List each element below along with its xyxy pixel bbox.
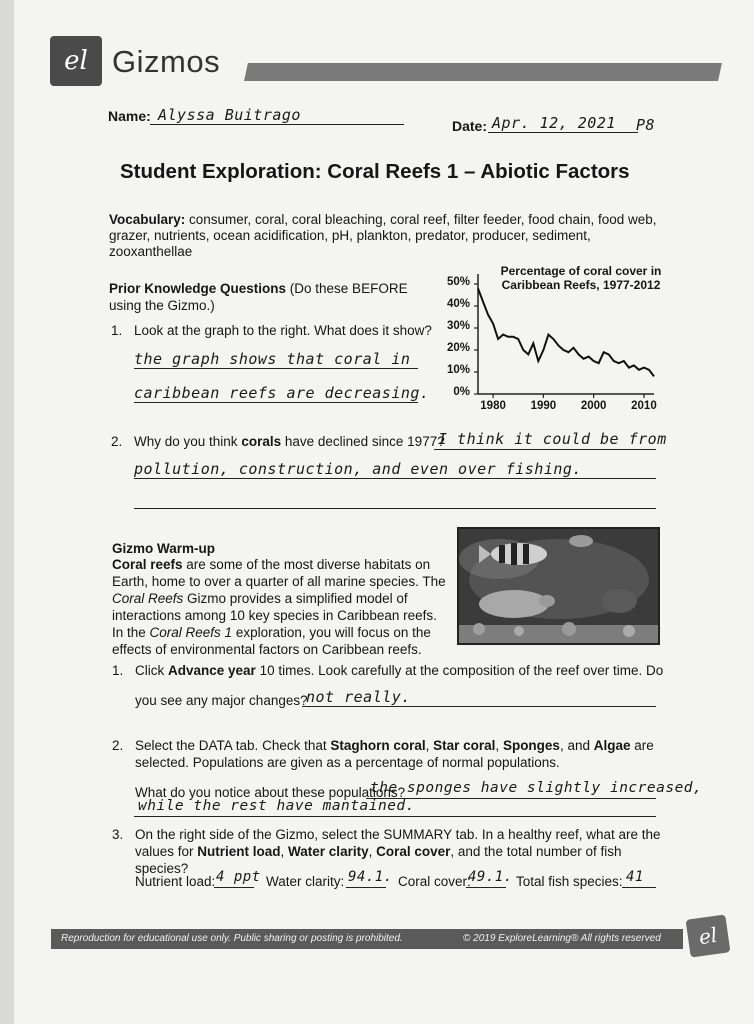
nutrient-line [214,887,254,888]
warmup-p-bold: Coral reefs [112,557,183,572]
fish-label: Total fish species: [516,874,623,889]
wu-q2-number: 2. [112,738,124,753]
wu-q1-text [135,662,675,679]
period-value: P8 [636,116,656,134]
warmup-p-italic-1: Coral Reefs [112,591,184,606]
wu-q3-a: values for [135,844,198,859]
vocabulary-label: Vocabulary: [109,212,186,227]
x-tick-label: 1980 [480,400,506,412]
warmup-p-c: exploration, you will focus on the effects of environmental factors on Caribbean reefs. [112,625,431,657]
wu-q2-answer-2[interactable]: while the rest have mantained. [138,798,415,814]
y-tick-label: 30% [446,320,470,332]
clarity-label: Water clarity: [266,874,345,889]
pk-q2-line-3 [134,508,656,509]
fish-value[interactable]: 41 [626,869,644,885]
y-tick-label: 50% [446,276,470,288]
wu-q2-line-2 [134,816,656,817]
prior-knowledge-note: (Do these BEFORE using the Gizmo.) [109,281,408,313]
wu-q3-line1: On the right side of the Gizmo, select the SUMMARY tab. In a healthy reef, what are the [135,827,661,842]
name-line [150,124,404,125]
pk-q1-answer-2[interactable]: caribbean reefs are decreasing. [134,384,430,402]
date-label: Date: [452,118,488,134]
chart-title: Percentage of coral cover in Caribbean Reefs, 1977-2012 [500,264,662,292]
wu-q1-answer[interactable]: not really. [306,688,411,706]
wu-q1-post: 10 times. Look carefully at the composition of the reef over time. Do [255,663,664,678]
wu-q3-cover: Coral cover [376,844,451,859]
prior-knowledge-title: Prior Knowledge Questions [109,281,287,296]
reef-illustration [459,529,658,643]
name-value[interactable]: Alyssa Buitrago [158,106,301,124]
wu-q1-line [302,706,656,707]
clarity-line [346,887,386,888]
warmup-p-italic-2: Coral Reefs 1 [149,625,233,640]
y-tick-label: 10% [446,364,470,376]
nutrient-label: Nutrient load: [135,874,216,889]
wu-q2-algae: Algae [593,738,631,753]
pk-q2-answer-1[interactable]: I think it could be from [438,430,667,448]
wu-q2-line2: selected. Populations are given as a percentage of normal populations. [135,755,560,770]
pk-q2-number: 2. [111,434,123,449]
name-label: Name: [108,108,151,124]
y-tick-label: 40% [446,298,470,310]
coral-reef-photo [457,527,660,645]
wu-q2-ask: What do you notice about these populations? [135,785,406,800]
pk-q1-number: 1. [111,323,123,338]
warmup-p-a: are some of the most diverse habitats on Earth, home to over a quarter of all marine species. The [112,557,446,589]
coral-cover-chart [424,270,664,420]
footer-rights: © 2019 ExploreLearning® All rights reserved [463,933,661,944]
wu-q3-clarity: Water clarity [288,844,369,859]
wu-q2-text [135,737,675,754]
y-tick-label: 0% [453,386,470,398]
prior-knowledge-heading [109,280,409,314]
chart-plot [424,270,664,420]
date-line [488,132,638,133]
pk-q1-text: Look at the graph to the right. What does it show? [134,323,432,338]
explorelearning-logo: el [50,36,102,86]
x-tick-label: 2010 [631,400,657,412]
pk-q2-text [134,433,445,450]
page-title: Student Exploration: Coral Reefs 1 – Abiotic Factors [120,160,630,183]
footer-bar [51,929,683,949]
wu-q2-star: Star coral [433,738,496,753]
cover-line [466,887,506,888]
wu-q1-bold: Advance year [168,663,256,678]
cover-label: Coral cover: [398,874,471,889]
wu-q3-nutrient: Nutrient load [197,844,281,859]
wu-q1-pre: Click [135,663,168,678]
wu-q2-c: , [425,738,434,753]
nutrient-value[interactable]: 4 ppt [216,869,261,885]
wu-q3-number: 3. [112,827,124,842]
warmup-paragraph [112,556,448,658]
pk-q2-pre: Why do you think [134,434,242,449]
date-value[interactable]: Apr. 12, 2021 [492,114,616,132]
footer-copyright-notice: Reproduction for educational use only. Public sharing or posting is prohibited. [61,933,403,944]
wu-q3-e: , and the total number of fish species? [135,844,622,876]
pk-q2-line-1 [434,449,656,450]
cover-value[interactable]: 49.1. [468,869,513,885]
pk-q2-post: have declined since 1977? [281,434,445,449]
wu-q3-c: , [280,844,289,859]
vocabulary-block [109,212,669,260]
wu-q2-a: Select the DATA tab. Check that [135,738,331,753]
warmup-p-b: Gizmo provides a simplified model of interactions among 10 key species in Caribbean reefs. In the [112,591,437,640]
wu-q3-d: , [368,844,377,859]
pk-q1-line-1 [134,368,418,369]
fish-line [622,887,656,888]
warmup-heading: Gizmo Warm-up [112,541,215,556]
footer-logo: el [686,914,731,957]
wu-q2-d: , [495,738,503,753]
pk-q2-bold: corals [241,434,282,449]
pk-q1-line-2 [134,402,418,403]
wu-q2-staghorn: Staghorn coral [330,738,426,753]
wu-q2-sponges: Sponges [502,738,560,753]
x-tick-label: 1990 [530,400,557,412]
wu-q2-e: , and [559,738,594,753]
pk-q2-answer-2[interactable]: pollution, construction, and even over fishing. [134,460,582,478]
wu-q2-answer-1[interactable]: the sponges have slightly increased, [370,780,703,796]
pk-q2-line-2 [134,478,656,479]
coral-cover-line [478,288,654,376]
y-tick-label: 20% [446,342,470,354]
gizmos-brand: Gizmos [112,44,221,79]
worksheet-page [14,0,754,1024]
header-bar [244,63,722,81]
pk-q1-answer-1[interactable]: the graph shows that coral in [134,350,411,368]
wu-q1-number: 1. [112,663,124,678]
x-tick-label: 2000 [580,400,607,412]
clarity-value[interactable]: 94.1. [348,869,393,885]
wu-q1-line2: you see any major changes? [135,693,308,708]
wu-q2-f: are [630,738,654,753]
vocabulary-text: consumer, coral, coral bleaching, coral reef, filter feeder, food chain, food web, grazer, nutrients, ocean acidification, pH, plankton, predator, producer, sediment, zooxanthellae [109,212,657,259]
